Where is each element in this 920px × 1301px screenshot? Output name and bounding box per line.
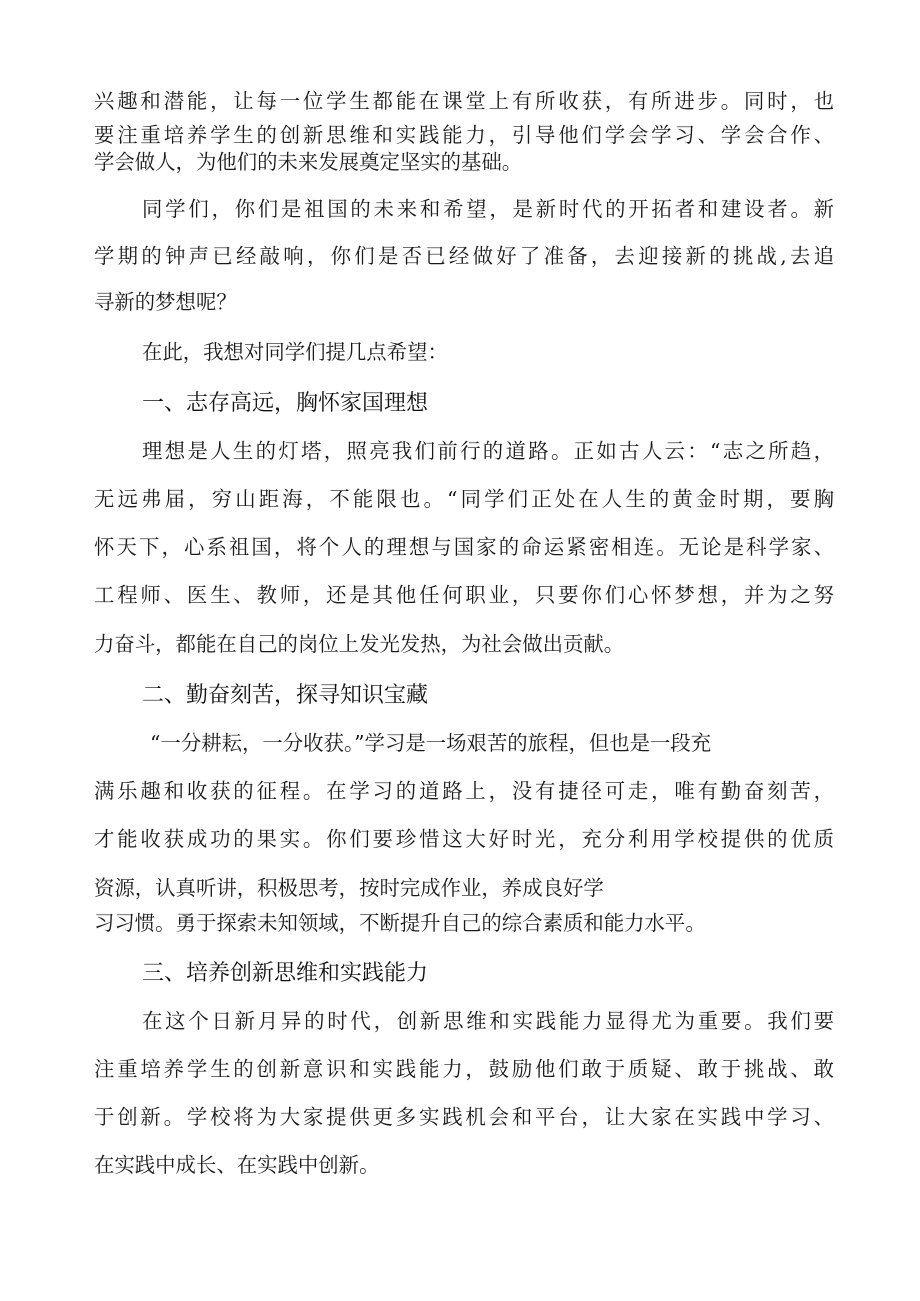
section-heading: 二、勤奋刻苦，探寻知识宝藏 (142, 683, 429, 708)
body-text-line: 怀天下，心系祖国，将个人的理想与国家的命运紧密相连。无论是科学家、 (94, 535, 834, 559)
body-text-line: 在这个日新月异的时代，创新思维和实践能力显得尤为重要。我们要 (142, 1009, 834, 1033)
section-heading: 三、培养创新思维和实践能力 (142, 961, 429, 986)
body-text-line: 理想是人生的灯塔，照亮我们前行的道路。正如古人云：“志之所趋， (142, 439, 834, 463)
body-text-line: “一分耕耘，一分收获。”学习是一场艰苦的旅程，但也是一段充 (150, 731, 712, 755)
body-text-line: 在此，我想对同学们提几点希望： (142, 340, 448, 364)
body-text-line: 学会做人，为他们的未来发展奠定坚实的基础。 (94, 150, 523, 174)
body-text-line: 于创新。学校将为大家提供更多实践机会和平台，让大家在实践中学习、 (94, 1105, 834, 1129)
body-text-line: 兴趣和潜能，让每一位学生都能在课堂上有所收获，有所进步。同时，也 (94, 89, 834, 113)
section-heading: 一、志存高远，胸怀家国理想 (142, 391, 429, 416)
body-text-line: 同学们，你们是祖国的未来和希望，是新时代的开拓者和建设者。新 (142, 197, 834, 221)
body-text-line: 学期的钟声已经敲响，你们是否已经做好了准备，去迎接新的挑战,去追 (94, 244, 834, 268)
body-text-line: 寻新的梦想呢？ (94, 290, 237, 314)
body-text-line: 无远弗届，穷山距海，不能限也。“同学们正处在人生的黄金时期，要胸 (94, 487, 834, 511)
body-text-line: 资源，认真听讲，积极思考，按时完成作业，养成良好学 (94, 876, 604, 900)
body-text-line: 在实践中成长、在实践中创新。 (94, 1153, 380, 1177)
body-text-line: 注重培养学生的创新意识和实践能力，鼓励他们敢于质疑、敢于挑战、敢 (94, 1057, 834, 1081)
body-text-line: 力奋斗，都能在自己的岗位上发光发热，为社会做出贡献。 (94, 632, 625, 656)
body-text-line: 习习惯。勇于探索未知领域，不断提升自己的综合素质和能力水平。 (94, 911, 706, 935)
body-text-line: 满乐趣和收获的征程。在学习的道路上，没有捷径可走，唯有勤奋刻苦， (94, 779, 834, 803)
body-text-line: 要注重培养学生的创新思维和实践能力，引导他们学会学习、学会合作、 (94, 123, 834, 147)
body-text-line: 工程师、医生、教师，还是其他任何职业，只要你们心怀梦想，并为之努 (94, 583, 834, 607)
body-text-line: 才能收获成功的果实。你们要珍惜这大好时光，充分利用学校提供的优质 (94, 827, 834, 851)
